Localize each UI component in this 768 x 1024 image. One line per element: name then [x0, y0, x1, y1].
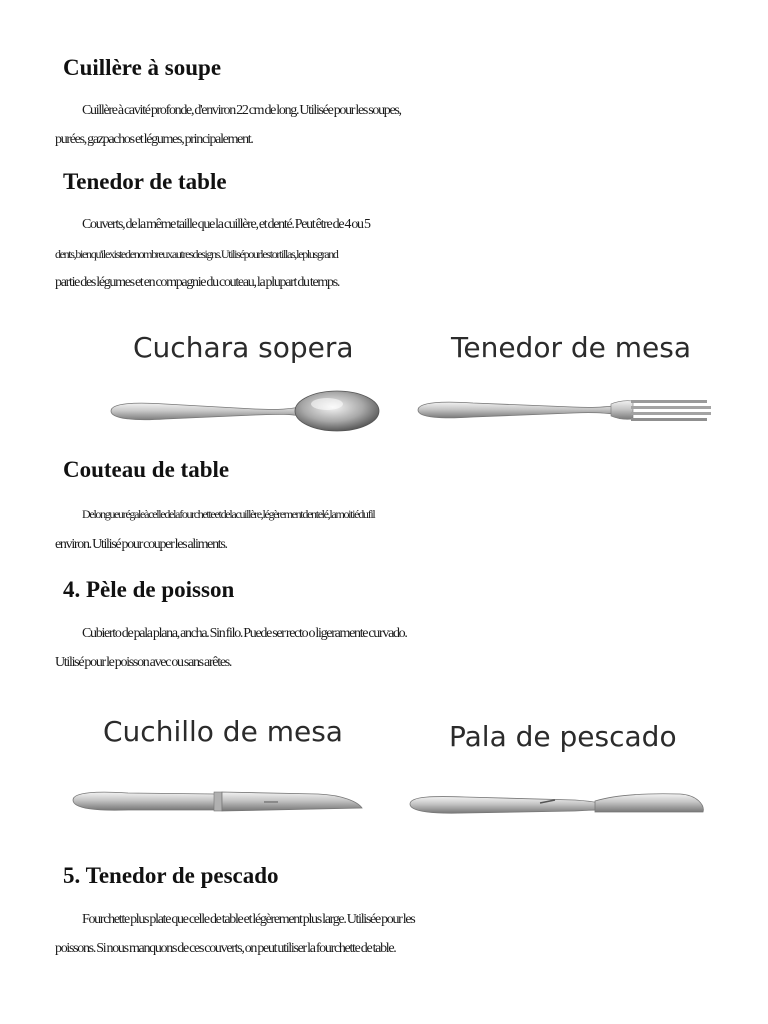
paragraph-line: partie des légumes et en compagnie du couteau, la plupart du temps. — [55, 275, 340, 290]
paragraph-line: Cuillère à cavité profonde, d'environ 22 cm de long. Utilisée pour les soupes, — [82, 103, 401, 118]
paragraph-line: Utilisé pour le poisson avec ou sans arêtes. — [55, 655, 232, 670]
heading-soup-spoon: Cuillère à soupe — [63, 55, 222, 80]
heading-fish-fork: 5. Tenedor de pescado — [63, 863, 279, 888]
fish-slice-illustration — [405, 785, 710, 821]
paragraph-line: Couverts, de la même taille que la cuillère, et denté. Peut être de 4 ou 5 — [82, 217, 370, 232]
table-knife-illustration — [68, 782, 368, 818]
paragraph-line: De longueur égale à celle de la fourchette et de la cuillère, légèrement dentelé, la moitié du fil — [82, 507, 375, 521]
paragraph-line: Fourchette plus plate que celle de table et légèrement plus large. Utilisée pour les — [82, 912, 415, 927]
heading-fish-slice: 4. Pèle de poisson — [63, 577, 235, 602]
table-fork-illustration — [413, 390, 713, 430]
soup-spoon-illustration — [105, 385, 385, 435]
heading-table-fork: Tenedor de table — [63, 169, 227, 194]
figure-label-table-fork: Tenedor de mesa — [451, 331, 692, 364]
paragraph-line: environ. Utilisé pour couper les aliments. — [55, 537, 227, 552]
paragraph-line: Cubierto de pala plana, ancha. Sin filo. Puede ser recto o ligeramente curvado. — [82, 626, 407, 641]
figure-label-soup-spoon: Cuchara sopera — [133, 331, 354, 364]
paragraph-line: dents, bien qu'il existe de nombreux autres designs. Utilisé pour les tortillas, le plus grand — [55, 247, 338, 261]
heading-table-knife: Couteau de table — [63, 457, 230, 482]
figure-label-table-knife: Cuchillo de mesa — [103, 715, 343, 748]
paragraph-line: poissons. Si nous manquons de ces couverts, on peut utiliser la fourchette de table. — [55, 941, 396, 956]
paragraph-line: purées, gazpachos et légumes, principalement. — [55, 132, 253, 147]
figure-label-fish-slice: Pala de pescado — [449, 720, 677, 753]
